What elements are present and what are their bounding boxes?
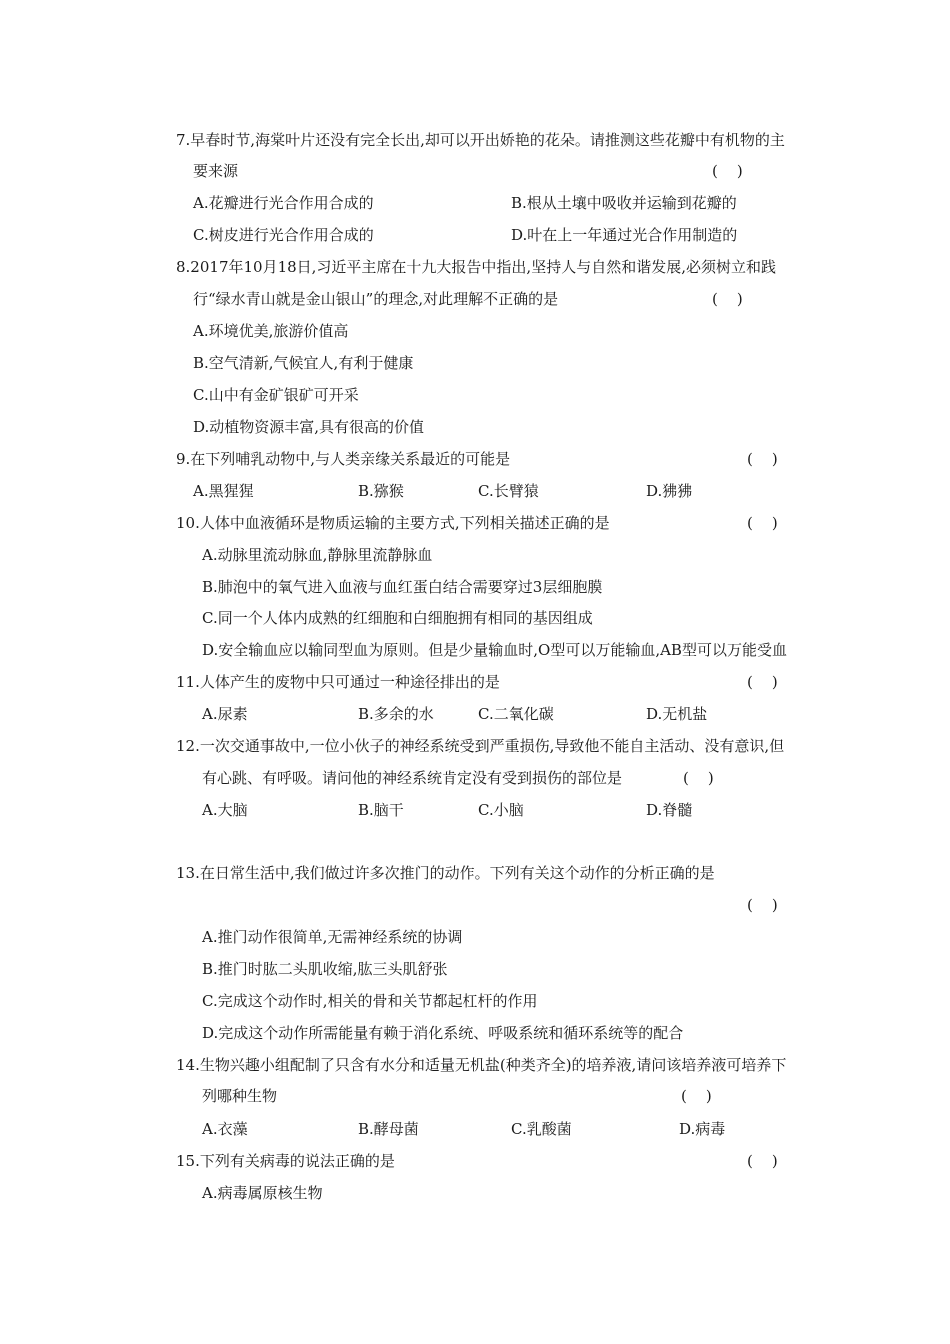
option-d[interactable]: D.完成这个动作所需能量有赖于消化系统、呼吸系统和循环系统等的配合: [202, 1024, 684, 1042]
answer-parentheses[interactable]: ( ): [747, 514, 778, 532]
answer-parentheses[interactable]: ( ): [747, 450, 778, 468]
option-d[interactable]: D.病毒: [679, 1120, 726, 1138]
option-c[interactable]: C.长臂猿: [478, 482, 539, 500]
option-b[interactable]: B.根从土壤中吸收并运输到花瓣的: [511, 194, 737, 212]
option-c[interactable]: C.二氧化碳: [478, 705, 554, 723]
question-stem: 8.2017年10月18日,习近平主席在十九大报告中指出,坚持人与自然和谐发展,必须树立和践: [176, 258, 776, 276]
answer-parentheses[interactable]: ( ): [712, 162, 743, 180]
option-c[interactable]: C.小脑: [478, 801, 524, 819]
question-stem: 7.早春时节,海棠叶片还没有完全长出,却可以开出娇艳的花朵。请推测这些花瓣中有机物的主: [176, 131, 785, 149]
option-a[interactable]: A.推门动作很简单,无需神经系统的协调: [202, 928, 463, 946]
option-b[interactable]: B.猕猴: [358, 482, 404, 500]
option-d[interactable]: D.叶在上一年通过光合作用制造的: [511, 226, 738, 244]
option-b[interactable]: B.空气清新,气候宜人,有利于健康: [193, 354, 414, 372]
option-d[interactable]: D.无机盐: [646, 705, 708, 723]
answer-parentheses[interactable]: ( ): [681, 1087, 712, 1105]
option-d[interactable]: D.狒狒: [646, 482, 693, 500]
option-d[interactable]: D.脊髓: [646, 801, 693, 819]
question-stem: 9.在下列哺乳动物中,与人类亲缘关系最近的可能是: [176, 450, 511, 468]
option-a[interactable]: A.动脉里流动脉血,静脉里流静脉血: [202, 546, 433, 564]
question-stem: 行“绿水青山就是金山银山”的理念,对此理解不正确的是: [193, 290, 559, 308]
option-a[interactable]: A.尿素: [202, 705, 248, 723]
question-stem: 要来源: [193, 162, 239, 180]
option-b[interactable]: B.肺泡中的氧气进入血液与血红蛋白结合需要穿过3层细胞膜: [202, 578, 603, 596]
option-c[interactable]: C.同一个人体内成熟的红细胞和白细胞拥有相同的基因组成: [202, 609, 593, 627]
answer-parentheses[interactable]: ( ): [747, 896, 778, 914]
option-b[interactable]: B.多余的水: [358, 705, 434, 723]
option-c[interactable]: C.乳酸菌: [511, 1120, 572, 1138]
answer-parentheses[interactable]: ( ): [747, 1152, 778, 1170]
question-stem: 13.在日常生活中,我们做过许多次推门的动作。下列有关这个动作的分析正确的是: [176, 864, 715, 882]
option-b[interactable]: B.酵母菌: [358, 1120, 419, 1138]
question-stem: 15.下列有关病毒的说法正确的是: [176, 1152, 395, 1170]
option-b[interactable]: B.脑干: [358, 801, 404, 819]
option-c[interactable]: C.完成这个动作时,相关的骨和关节都起杠杆的作用: [202, 992, 538, 1010]
answer-parentheses[interactable]: ( ): [683, 769, 714, 787]
option-a[interactable]: A.衣藻: [202, 1120, 248, 1138]
question-stem: 列哪种生物: [202, 1087, 278, 1105]
option-a[interactable]: A.环境优美,旅游价值高: [193, 322, 349, 340]
option-a[interactable]: A.病毒属原核生物: [202, 1184, 323, 1202]
answer-parentheses[interactable]: ( ): [747, 673, 778, 691]
question-stem: 10.人体中血液循环是物质运输的主要方式,下列相关描述正确的是: [176, 514, 610, 532]
option-a[interactable]: A.大脑: [202, 801, 248, 819]
question-stem: 12.一次交通事故中,一位小伙子的神经系统受到严重损伤,导致他不能自主活动、没有意识,但: [176, 737, 785, 755]
option-c[interactable]: C.树皮进行光合作用合成的: [193, 226, 374, 244]
question-stem: 14.生物兴趣小组配制了只含有水分和适量无机盐(种类齐全)的培养液,请问该培养液可培养下: [176, 1056, 787, 1074]
option-d[interactable]: D.动植物资源丰富,具有很高的价值: [193, 418, 425, 436]
answer-parentheses[interactable]: ( ): [712, 290, 743, 308]
option-b[interactable]: B.推门时肱二头肌收缩,肱三头肌舒张: [202, 960, 448, 978]
question-stem: 有心跳、有呼吸。请问他的神经系统肯定没有受到损伤的部位是: [202, 769, 623, 787]
option-a[interactable]: A.黑猩猩: [193, 482, 254, 500]
option-c[interactable]: C.山中有金矿银矿可开采: [193, 386, 359, 404]
option-d[interactable]: D.安全输血应以输同型血为原则。但是少量输血时,O型可以万能输血,AB型可以万能受血: [202, 641, 787, 659]
question-stem: 11.人体产生的废物中只可通过一种途径排出的是: [176, 673, 500, 691]
option-a[interactable]: A.花瓣进行光合作用合成的: [193, 194, 374, 212]
